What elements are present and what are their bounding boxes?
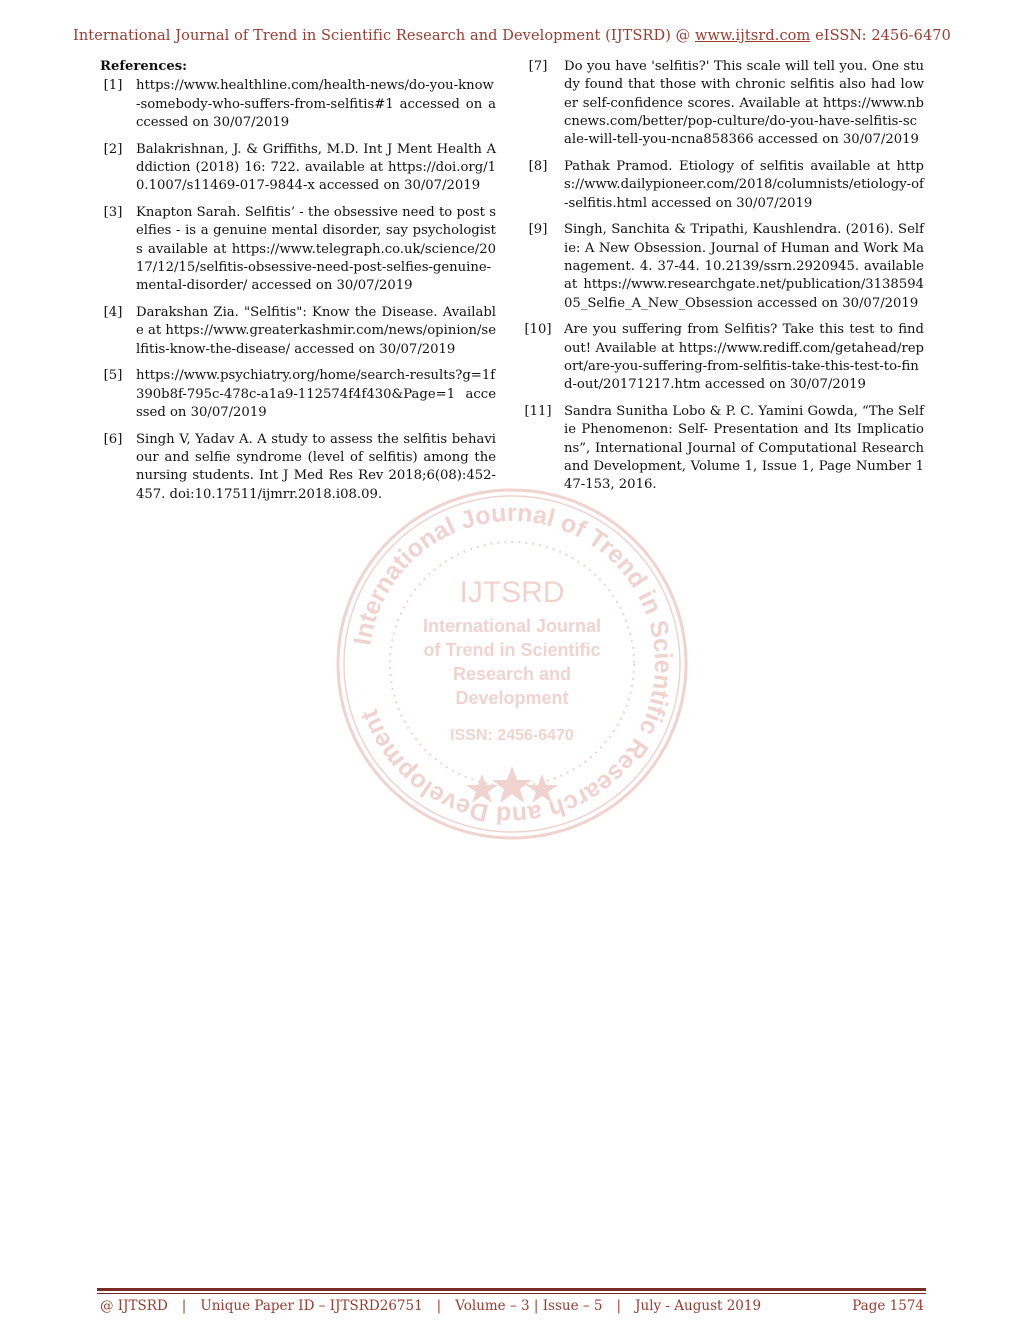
footer-paper-id: Unique Paper ID – IJTSRD26751 — [200, 1298, 423, 1314]
seal-line-2: of Trend in Scientific — [423, 640, 601, 660]
reference-number: [5] — [103, 368, 123, 384]
references-heading: References: — [100, 59, 188, 74]
reference-item — [100, 141, 496, 196]
reference-item — [522, 403, 924, 494]
footer-separator: | — [436, 1298, 442, 1314]
journal-website-link[interactable]: www.ijtsrd.com — [695, 28, 811, 44]
reference-number: [4] — [103, 305, 123, 321]
reference-number: [2] — [103, 141, 123, 157]
ijtsrd-watermark-seal — [334, 486, 690, 842]
reference-item — [522, 158, 924, 213]
reference-text: Singh, Sanchita & Tripathi, Kaushlendra. (2016). Selfie: A New Obsession. Journal of Human and Work Management. 4. 37-44. 10.2139/ssrn.2920945. available at https://www.researchgate.net/publication/313859405_Selfie_A_New_Obsession accessed on 30/07/2019 — [564, 222, 924, 311]
footer-rule-thin — [97, 1293, 926, 1294]
references-right-column — [522, 58, 924, 503]
header-prefix: International Journal of Trend in Scientific Research and Development (IJTSRD) @ — [73, 28, 695, 44]
references-left-column — [100, 58, 496, 513]
reference-text: Are you suffering from Selfitis? Take this test to find out! Available at https://www.rediff.com/getahead/report/are-you-suffering-from-selfitis-take-this-test-to-find-out/20171217.htm accessed on 30/07/2019 — [564, 322, 924, 393]
reference-item — [100, 431, 496, 504]
footer-page-number: Page 1574 — [852, 1298, 924, 1314]
reference-text: Singh V, Yadav A. A study to assess the selfitis behaviour and selfie syndrome (level of selfitis) among the nursing students. Int J Med Res Rev 2018;6(08):452-457. doi:10.17511/ijmrr.2018.i08.09. — [136, 431, 496, 502]
page-footer — [100, 1298, 924, 1314]
journal-header — [0, 28, 1024, 44]
seal-stars — [466, 766, 558, 803]
reference-text: Knapton Sarah. Selfitis’ - the obsessive need to post selfies - is a genuine mental disorder, say psychologists available at https://www.telegraph.co.uk/science/2017/12/15/selfitis-obsessive-need-post-selfies-genuine-mental-disorder/ accessed on 30/07/2019 — [136, 205, 496, 294]
footer-period: July - August 2019 — [635, 1298, 762, 1314]
footer-brand: @ IJTSRD — [100, 1298, 168, 1314]
seal-issn: ISSN: 2456-6470 — [450, 727, 574, 744]
footer-separator: | — [616, 1298, 622, 1314]
reference-text: Do you have 'selfitis?' This scale will tell you. One study found that those with chronic selfitis also had lower self-confidence scores. Available at https://www.nbcnews.com/better/pop-culture/do-you-have-selfitis-scale-will-tell-you-ncna858366 accessed on 30/07/2019 — [564, 59, 924, 148]
reference-item — [100, 204, 496, 295]
seal-line-3: Research and — [452, 664, 572, 684]
reference-number: [1] — [103, 78, 123, 94]
seal-abbr: IJTSRD — [459, 576, 565, 609]
seal-line-4: Development — [455, 688, 569, 708]
footer-volume-issue: Volume – 3 | Issue – 5 — [455, 1298, 603, 1314]
seal-line-1: International Journal — [422, 616, 602, 636]
reference-number: [8] — [528, 158, 548, 174]
reference-item — [100, 367, 496, 422]
reference-item — [522, 58, 924, 149]
footer-separator: | — [181, 1298, 187, 1314]
reference-text: Sandra Sunitha Lobo & P. C. Yamini Gowda, “The Selfie Phenomenon: Self- Presentation and Its Implications”, International Journal of Computational Research and Development, Volume 1, Issue 1, Page Number 147-153, 2016. — [564, 404, 924, 493]
header-suffix: eISSN: 2456-6470 — [810, 28, 951, 44]
reference-number: [11] — [524, 404, 552, 420]
reference-text: https://www.psychiatry.org/home/search-results?g=1f390b8f-795c-478c-a1a9-112574f4f430&Page=1 accessed on 30/07/2019 — [136, 368, 496, 421]
reference-number: [10] — [524, 322, 552, 338]
reference-number: [3] — [103, 205, 123, 221]
footer-rule-thick — [97, 1288, 926, 1291]
reference-text: https://www.healthline.com/health-news/do-you-know-somebody-who-suffers-from-selfitis#1 accessed on accessed on 30/07/2019 — [136, 78, 496, 130]
reference-number: [7] — [528, 59, 548, 74]
seal-ring-textpath: International Journal of Trend in Scientific Research and Development — [348, 498, 678, 830]
reference-number: [6] — [103, 431, 123, 447]
reference-text: Balakrishnan, J. & Griffiths, M.D. Int J Ment Health Addiction (2018) 16: 722. available at https://doi.org/10.1007/s11469-017-9844-x accessed on 30/07/2019 — [136, 141, 496, 194]
reference-number: [9] — [528, 222, 548, 238]
reference-item — [100, 304, 496, 359]
reference-item — [100, 77, 496, 132]
reference-item — [522, 321, 924, 394]
reference-item — [522, 221, 924, 312]
reference-text: Darakshan Zia. "Selfitis": Know the Disease. Available at https://www.greaterkashmir.com/news/opinion/selfitis-know-the-disease/ accessed on 30/07/2019 — [136, 305, 497, 357]
reference-text: Pathak Pramod. Etiology of selfitis available at https://www.dailypioneer.com/2018/columnists/etiology-of-selfitis.html accessed on 30/07/2019 — [564, 158, 924, 211]
